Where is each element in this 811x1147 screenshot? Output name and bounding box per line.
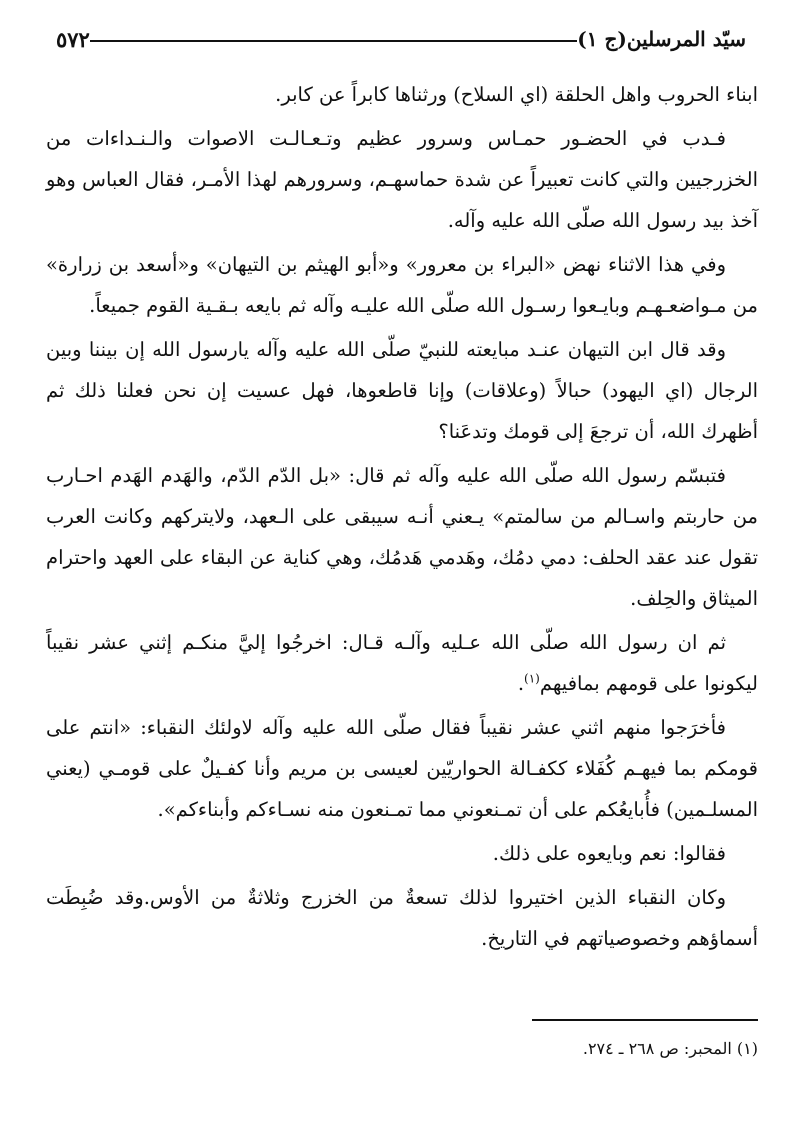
footnote-rule: [532, 1019, 758, 1021]
page-number: ٥٧٢: [56, 26, 90, 52]
paragraph-9: وكان النقباء الذين اختيروا لذلك تسعةٌ من الخزرج وثلاثةٌ من الأوس.وقد ضُبِطَت أسماؤهم وخصوصياتهم في التاريخ.: [46, 886, 758, 950]
paragraph-6-text: ثم ان رسول الله صلّى الله عـليه وآلـه قـال: اخرجُوا إليَّ منكـم إثني عشر نقيباً ليكونوا على قومهم بمافيهم: [46, 631, 758, 695]
book-title: سيّد المرسلين(ج ١): [577, 27, 746, 51]
running-header: [44, 22, 758, 56]
paragraph-7: فأخرَجوا منهم اثني عشر نقيباً فقال صلّى الله عليه وآله لاولئك النقباء: «انتم على قومكم بما فيهـم كُفَلاء ككفـالة الحواريّين لعيسى بن مريم وأنا كفـيلٌ على قومـي (يعني المسلـمين) فأُبايعُكم على أن تمـنعوني مما تمـنعون منه نسـاءكم وأبناءكم».: [46, 716, 758, 821]
paragraph-6: [46, 622, 758, 704]
paragraph-2: فـدب في الحضـور حمـاس وسرور عظيم وتـعـالـت الاصوات والـنـداءات من الخزرجيين والتي كانت تعبيراً عن شدة حماسهـم، وسرورهم لهذا الأمـر، فقال العباس وهو آخذ بيد رسول الله صلّى الله عليه وآله.: [46, 127, 758, 232]
paragraph-4: وقد قال ابن التيهان عنـد مبايعته للنبيّ صلّى الله عليه وآله يارسول الله إن بيننا وبين الرجال (اي اليهود) حبالاً (وعلاقات) وإنا قاطعوها، فهل عسيت إن نحن فعلنا ذلك ثم أظهرك الله، أن ترجعَ إلى قومك وتدعَنا؟: [46, 338, 758, 443]
paragraph-3: وفي هذا الاثناء نهض «البراء بن معرور» و«أبو الهيثم بن التيهان» و«أسعد بن زرارة» من مـواضعـهـم وبايـعوا رسـول الله صلّى الله عليـه وآله ثم بايعه بـقـية القوم جميعاً.: [46, 253, 758, 317]
paragraph-6-end: .: [517, 672, 525, 695]
paragraph-5: فتبسّم رسول الله صلّى الله عليه وآله ثم قال: «بل الدّم الدّم، والهَدم الهَدم احـارب من حاربتم واسـالم من سالمتم» يـعني أنـه سيبقى على الـعهد، ولايتركهم وكانت العرب تقول عند عقد الحلف: دمي دمُك، وهَدمي هَدمُك، وهي كناية عن البقاء على العهد واحترام الميثاق والحِلف.: [46, 464, 758, 610]
body-text: [46, 74, 758, 962]
paragraph-8: فقالوا: نعم وبايعوه على ذلك.: [492, 842, 726, 865]
footnote-reference[interactable]: (١): [524, 671, 540, 686]
header-rule: [90, 40, 577, 42]
paragraph-1: ابناء الحروب واهل الحلقة (اي السلاح) ورثناها كابراً عن كابر.: [275, 83, 758, 106]
footnote: (١) المحبر: ص ٢٦٨ ـ ٢٧٤.: [582, 1039, 758, 1058]
